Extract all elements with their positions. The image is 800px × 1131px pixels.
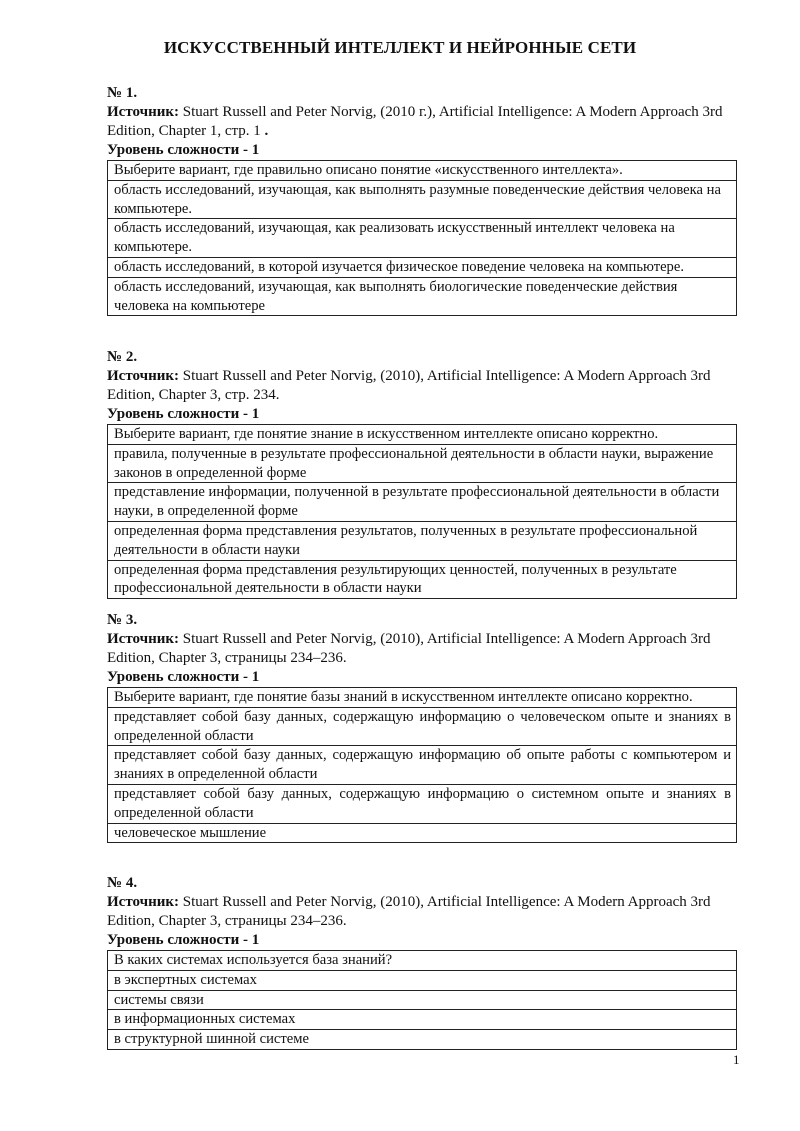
answer-option[interactable]: в информационных системах (108, 1010, 736, 1030)
answer-option[interactable]: в структурной шинной системе (108, 1030, 736, 1050)
answer-option[interactable]: правила, полученные в результате профессиональной деятельности в области науки, выражение законов в определенной форме (108, 445, 736, 484)
source-text: Stuart Russell and Peter Norvig, (2010), Artificial Intelligence: A Modern Approach 3rd Edition, Chapter 3, страницы 234–236. (107, 631, 711, 666)
question-source (107, 893, 737, 931)
question-prompt: Выберите вариант, где правильно описано понятие «искусственного интеллекта». (108, 161, 736, 181)
source-label: Источник: (107, 631, 179, 647)
document-title: ИСКУССТВЕННЫЙ ИНТЕЛЛЕКТ И НЕЙРОННЫЕ СЕТИ (163, 38, 637, 57)
difficulty-level: Уровень сложности - 1 (107, 406, 260, 422)
question-number: № 1. (107, 85, 138, 101)
page-number: 1 (733, 1052, 740, 1067)
answer-table (107, 160, 737, 316)
answer-option[interactable]: представляет собой базу данных, содержащую информацию о человеческом опыте и знаниях в определенной области (108, 708, 736, 747)
answer-option[interactable]: определенная форма представления результатов, полученных в результате профессиональной деятельности в области науки (108, 522, 736, 561)
source-label: Источник: (107, 368, 179, 384)
source-tail: . (264, 123, 269, 139)
source-label: Источник: (107, 894, 179, 910)
question-4 (107, 874, 737, 1050)
question-source (107, 367, 737, 405)
difficulty-level: Уровень сложности - 1 (107, 932, 260, 948)
answer-option[interactable]: системы связи (108, 991, 736, 1011)
answer-option[interactable]: определенная форма представления результирующих ценностей, полученных в результате профессиональной деятельности в области науки (108, 561, 736, 600)
difficulty-level: Уровень сложности - 1 (107, 142, 260, 158)
source-text: Stuart Russell and Peter Norvig, (2010), Artificial Intelligence: A Modern Approach 3rd Edition, Chapter 3, стр. 234. (107, 368, 711, 403)
question-source (107, 630, 737, 668)
source-text: Stuart Russell and Peter Norvig, (2010), Artificial Intelligence: A Modern Approach 3rd Edition, Chapter 3, страницы 234–236. (107, 894, 711, 929)
answer-option[interactable]: область исследований, изучающая, как выполнять разумные поведенческие действия человека на компьютере. (108, 181, 736, 220)
source-text: Stuart Russell and Peter Norvig, (2010 г.), Artificial Intelligence: A Modern Approach 3rd Edition, Chapter 1, стр. 1 (107, 104, 723, 139)
answer-option[interactable]: человеческое мышление (108, 824, 736, 844)
question-source (107, 103, 737, 141)
question-3 (107, 611, 737, 843)
question-1 (107, 84, 737, 316)
source-label: Источник: (107, 104, 179, 120)
question-prompt: Выберите вариант, где понятие знание в искусственном интеллекте описано корректно. (108, 425, 736, 445)
answer-option[interactable]: область исследований, изучающая, как выполнять биологические поведенческие действия человека на компьютере (108, 278, 736, 317)
answer-option[interactable]: в экспертных системах (108, 971, 736, 991)
answer-table (107, 950, 737, 1050)
answer-table (107, 424, 737, 599)
answer-option[interactable]: представление информации, полученной в результате профессиональной деятельности в области науки, в определенной форме (108, 483, 736, 522)
question-2 (107, 348, 737, 599)
question-prompt: Выберите вариант, где понятие базы знаний в искусственном интеллекте описано корректно. (108, 688, 736, 708)
answer-option[interactable]: область исследований, изучающая, как реализовать искусственный интеллект человека на компьютере. (108, 219, 736, 258)
difficulty-level: Уровень сложности - 1 (107, 669, 260, 685)
answer-option[interactable]: представляет собой базу данных, содержащую информацию о системном опыте и знаниях в определенной области (108, 785, 736, 824)
answer-option[interactable]: область исследований, в которой изучается физическое поведение человека на компьютере. (108, 258, 736, 278)
question-number: № 2. (107, 349, 138, 365)
answer-table (107, 687, 737, 843)
question-number: № 3. (107, 612, 138, 628)
question-number: № 4. (107, 875, 138, 891)
answer-option[interactable]: представляет собой базу данных, содержащую информацию об опыте работы с компьютером и знаниях в определенной области (108, 746, 736, 785)
question-prompt: В каких системах используется база знаний? (108, 951, 736, 971)
